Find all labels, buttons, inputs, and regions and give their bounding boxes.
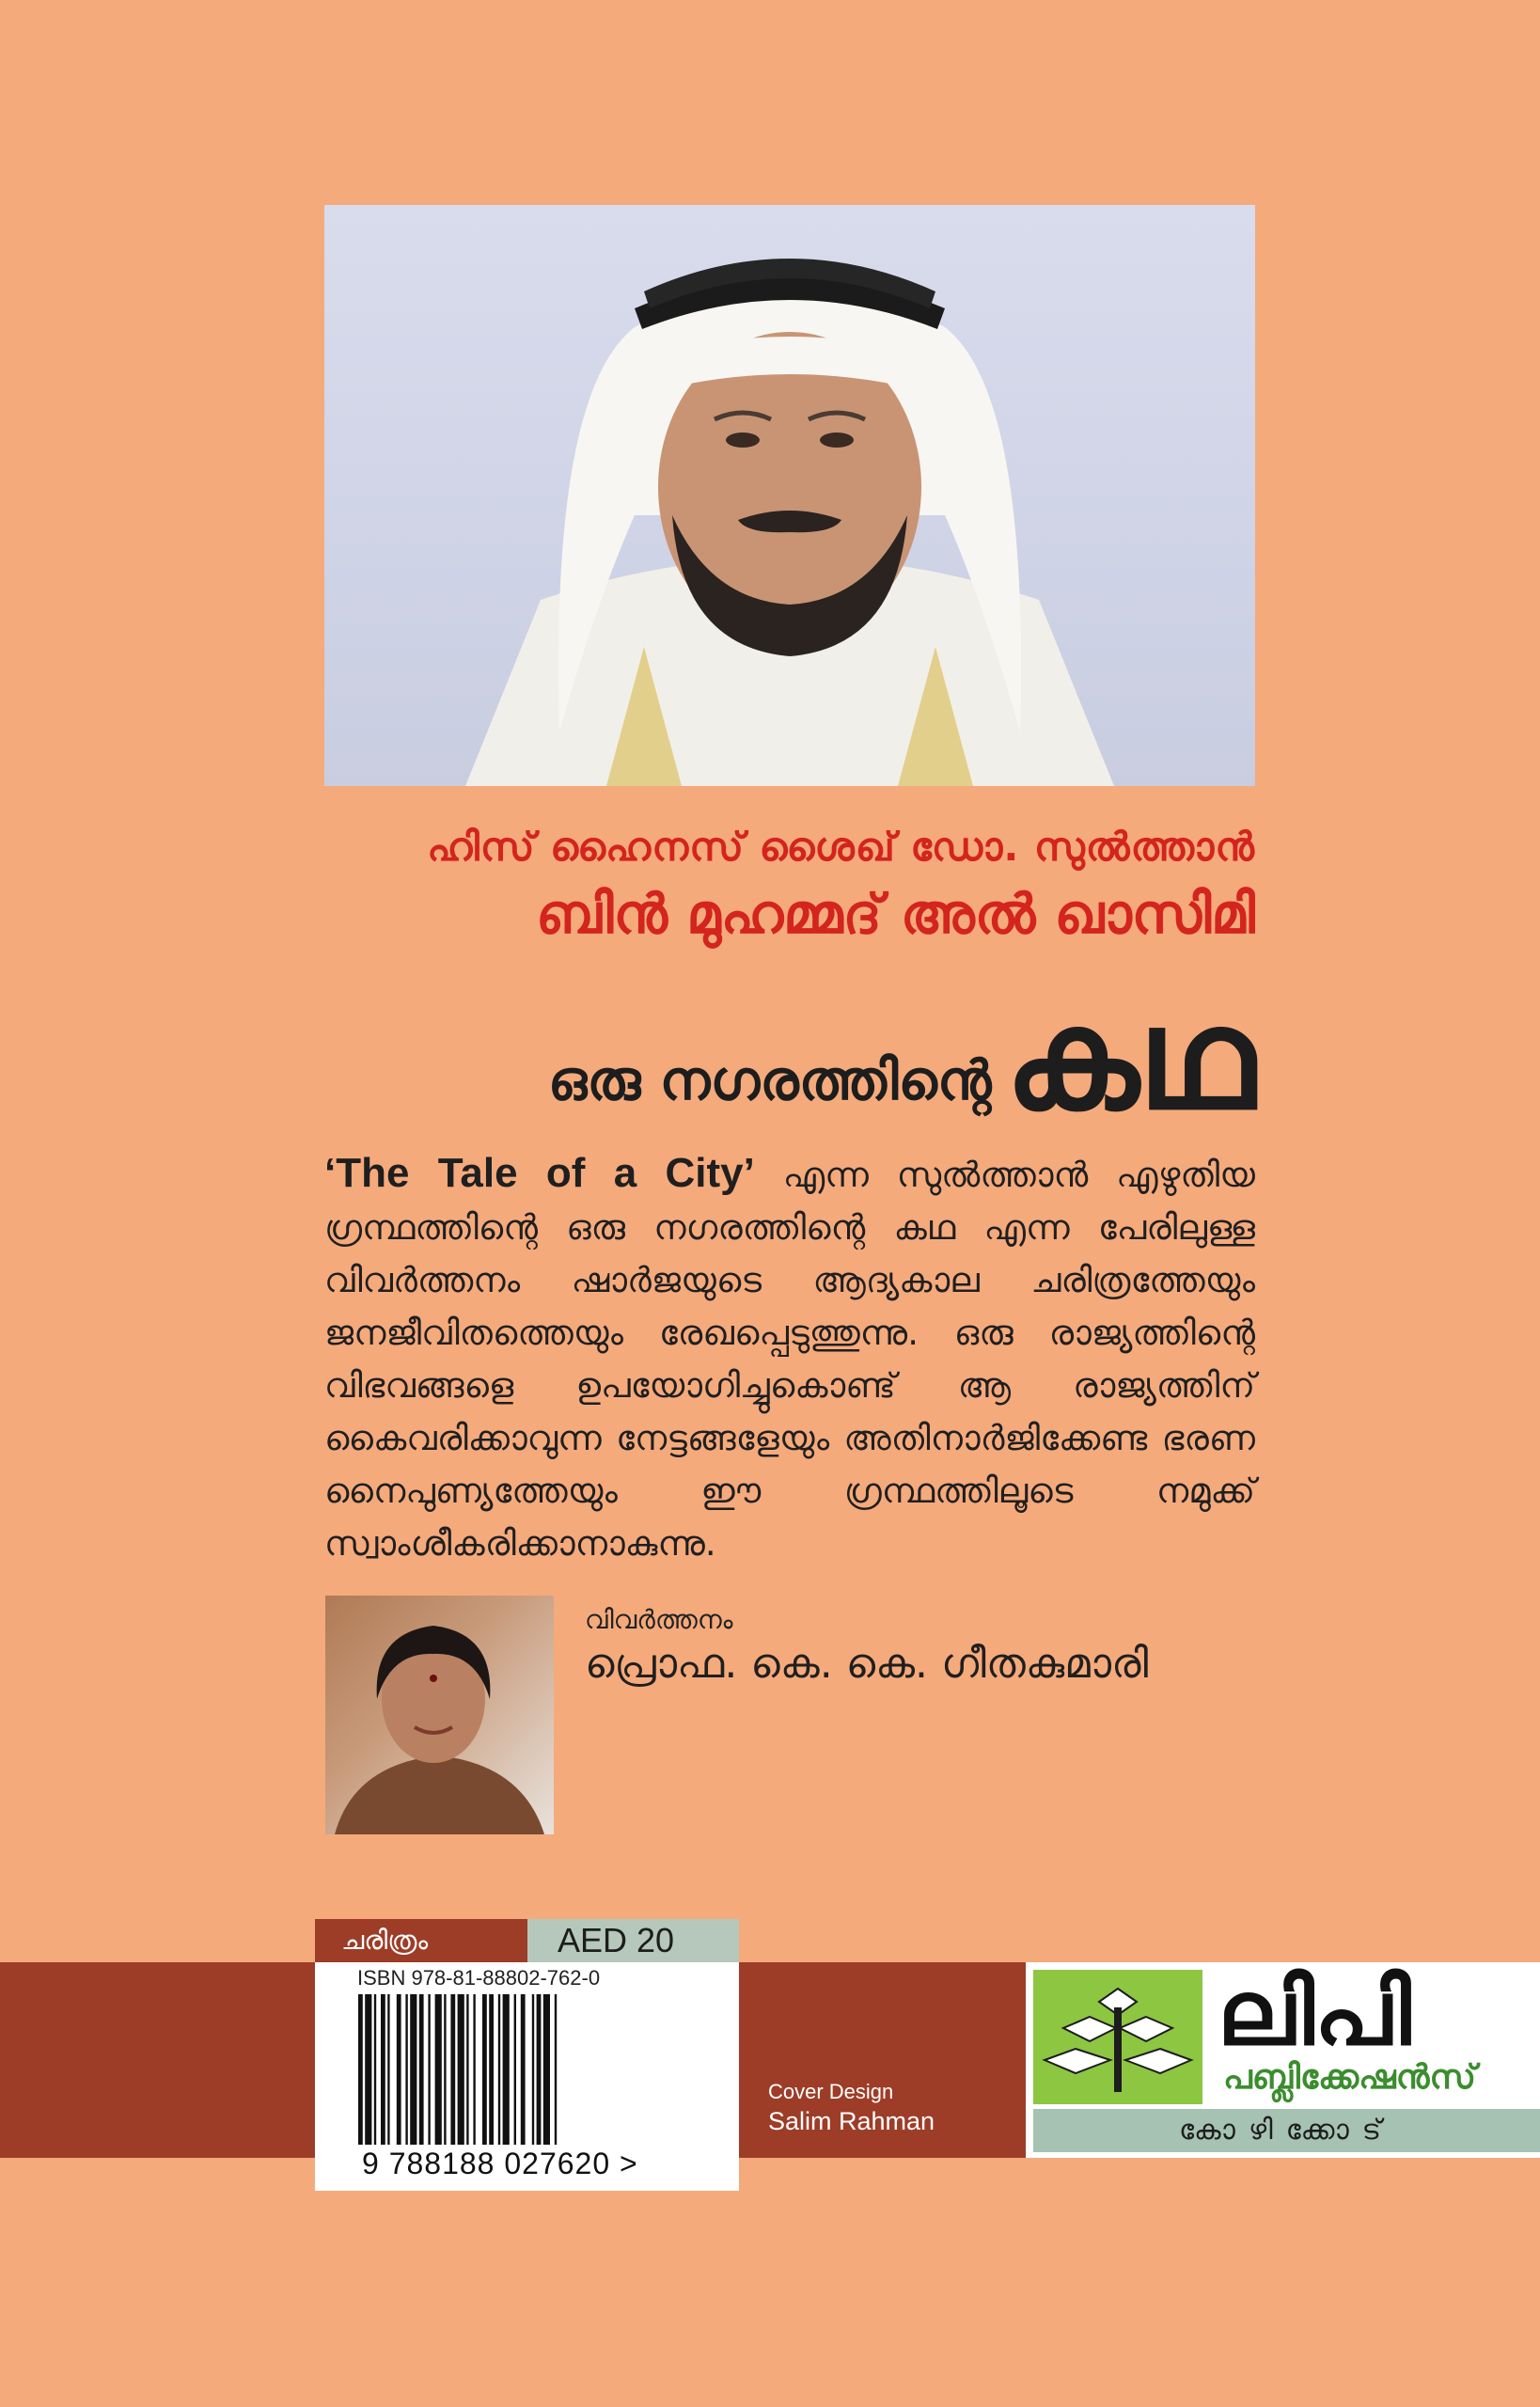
translator-label: വിവർത്തനം (585, 1604, 733, 1635)
author-portrait-illustration (324, 205, 1255, 786)
category-label: ചരിത്രം (315, 1919, 527, 1962)
barcode-bars (358, 1994, 697, 2145)
author-name-line-2: ബിൻ മുഹമ്മദ് അൽ ഖാസിമി (536, 882, 1255, 946)
isbn-text: ISBN 978-81-88802-762-0 (357, 1966, 601, 1990)
book-title-main: കഥ (1004, 978, 1255, 1141)
cover-design-name: Salim Rahman (768, 2107, 935, 2135)
author-photo (324, 205, 1255, 786)
book-title (324, 978, 1255, 1141)
barcode-number: 9 788188 027620 > (362, 2147, 638, 2180)
publisher-name: ലിപി (1218, 1960, 1411, 2066)
publisher-city: കോഴിക്കോട് (1033, 2109, 1540, 2152)
translator-photo (325, 1596, 554, 1834)
author-name-line-1: ഹിസ് ഹൈനസ് ശൈഖ് ഡോ. സുൽത്താൻ (427, 824, 1255, 870)
translator-name: പ്രൊഫ. കെ. കെ. ഗീതകുമാരി (585, 1640, 1149, 1688)
cover-design-label: Cover Design (768, 2080, 894, 2103)
publisher-tree-icon (1033, 1970, 1202, 2104)
book-blurb (324, 1147, 1255, 1570)
barcode-panel (315, 1962, 739, 2191)
blurb-text: എന്ന സുൽത്താൻ എഴുതിയ ഗ്രന്ഥത്തിന്റെ ഒരു നഗരത്തിന്റെ കഥ എന്ന പേരിലുള്ള വിവർത്തനം ഷാർജയുടെ ആദ്യകാല ചരിത്രത്തേയും ജനജീവിതത്തെയും രേഖപ്പെടുത്തുന്നു. ഒരു രാജ്യത്തിന്റെ വിഭവങ്ങളെ ഉപയോഗിച്ചുകൊണ്ട് ആ രാജ്യത്തിന് കൈവരിക്കാവുന്ന നേട്ടങ്ങളേയും അതിനാർജിക്കേണ്ട ഭരണ നൈപുണ്യത്തേയും ഈ ഗ്രന്ഥത്തിലൂടെ നമുക്ക് സ്വാംശീകരിക്കാനാകുന്നു. (324, 1155, 1255, 1564)
translator-portrait-illustration (325, 1596, 554, 1834)
price-label: AED 20 (527, 1919, 739, 1962)
publisher-logo (1026, 1962, 1540, 2158)
book-title-prefix: ഒരു നഗരത്തിന്റെ (547, 1048, 992, 1112)
publisher-subtitle: പബ്ലിക്കേഷൻസ് (1223, 2058, 1476, 2097)
blurb-english-title: ‘The Tale of a City’ (324, 1150, 755, 1196)
